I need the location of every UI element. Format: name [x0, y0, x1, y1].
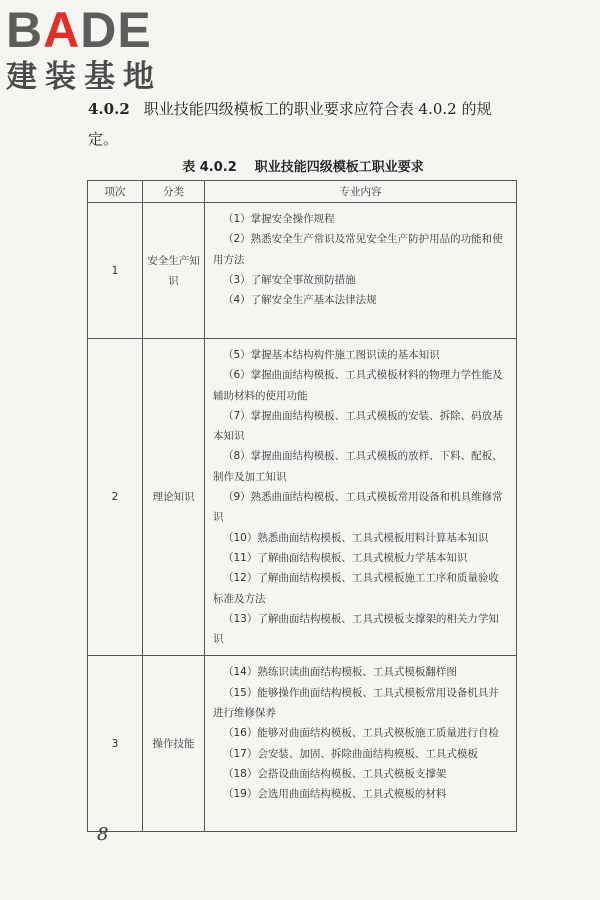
- content-item: （18）会搭设曲面结构模板、工具式模板支撑架: [223, 767, 447, 780]
- intro-paragraph: [88, 94, 518, 154]
- logo-subtitle: 建装基地: [6, 59, 162, 95]
- table-title: [88, 156, 518, 175]
- content-item: （8）掌握曲面结构模板、工具式模板的放样、下料、配板、制作及加工知识: [213, 450, 503, 483]
- requirements-table: [87, 180, 517, 832]
- row-index: 1: [88, 203, 143, 339]
- table-number: 表 4.0.2: [182, 160, 237, 175]
- content-item: （13）了解曲面结构模板、工具式模板支撑架的相关力学知识: [213, 612, 499, 646]
- row-category: 理论知识: [143, 339, 205, 656]
- row-content: [205, 656, 517, 832]
- content-item: （7）掌握曲面结构模板、工具式模板的安装、拆除、码放基本知识: [213, 409, 503, 443]
- row-category: 操作技能: [143, 656, 205, 832]
- clause-text: 职业技能四级模板工的职业要求应符合表 4.0.2 的规定。: [88, 100, 492, 148]
- table-title-text: 职业技能四级模板工职业要求: [254, 160, 424, 175]
- logo-letters-de: DE: [80, 2, 152, 58]
- table-header-row: [88, 181, 517, 203]
- content-item: （2）熟悉安全生产常识及常见安全生产防护用品的功能和使用方法: [213, 233, 503, 266]
- content-item: （10）熟悉曲面结构模板、工具式模板用料计算基本知识: [223, 531, 489, 544]
- content-item: （6）掌握曲面结构模板、工具式模板材料的物理力学性能及辅助材料的使用功能: [213, 369, 503, 402]
- row-index: 2: [88, 339, 143, 656]
- content-item: （3）了解安全事故预防措施: [223, 273, 356, 286]
- content-item: （15）能够操作曲面结构模板、工具式模板常用设备机具并进行维修保养: [213, 686, 499, 720]
- page-number: 8: [97, 824, 109, 845]
- table-row: [88, 203, 517, 339]
- table-row: [88, 656, 517, 832]
- content-item: （14）熟练识读曲面结构模板、工具式模板翻样图: [223, 666, 457, 679]
- logo-letter-b: B: [6, 2, 44, 58]
- content-item: （19）会选用曲面结构模板、工具式模板的材料: [223, 788, 447, 801]
- table-row: [88, 339, 517, 656]
- content-item: （5）掌握基本结构构件施工图识读的基本知识: [223, 349, 440, 361]
- content-item: （1）掌握安全操作规程: [223, 213, 335, 225]
- logo-wordmark: [6, 4, 176, 56]
- row-content: [205, 203, 517, 339]
- content-item: （12）了解曲面结构模板、工具式模板施工工序和质量验收标准及方法: [213, 572, 499, 605]
- content-item: （9）熟悉曲面结构模板、工具式模板常用设备和机具维修常识: [213, 491, 503, 524]
- row-content: [205, 339, 517, 656]
- brand-logo: [6, 4, 176, 96]
- logo-letter-a: A: [43, 2, 81, 58]
- content-item: （4）了解安全生产基本法律法规: [223, 294, 377, 307]
- header-category: 分类: [143, 181, 205, 203]
- row-index: 3: [88, 656, 143, 832]
- content-item: （16）能够对曲面结构模板、工具式模板施工质量进行自检: [223, 727, 499, 740]
- header-index: 项次: [88, 181, 143, 203]
- content-item: （11）了解曲面结构模板、工具式模板力学基本知识: [223, 551, 468, 564]
- header-content: 专业内容: [205, 181, 517, 203]
- content-item: （17）会安装、加固、拆除曲面结构模板、工具式模板: [223, 747, 478, 760]
- clause-number: 4.0.2: [88, 100, 130, 118]
- row-category: 安全生产知识: [143, 203, 205, 339]
